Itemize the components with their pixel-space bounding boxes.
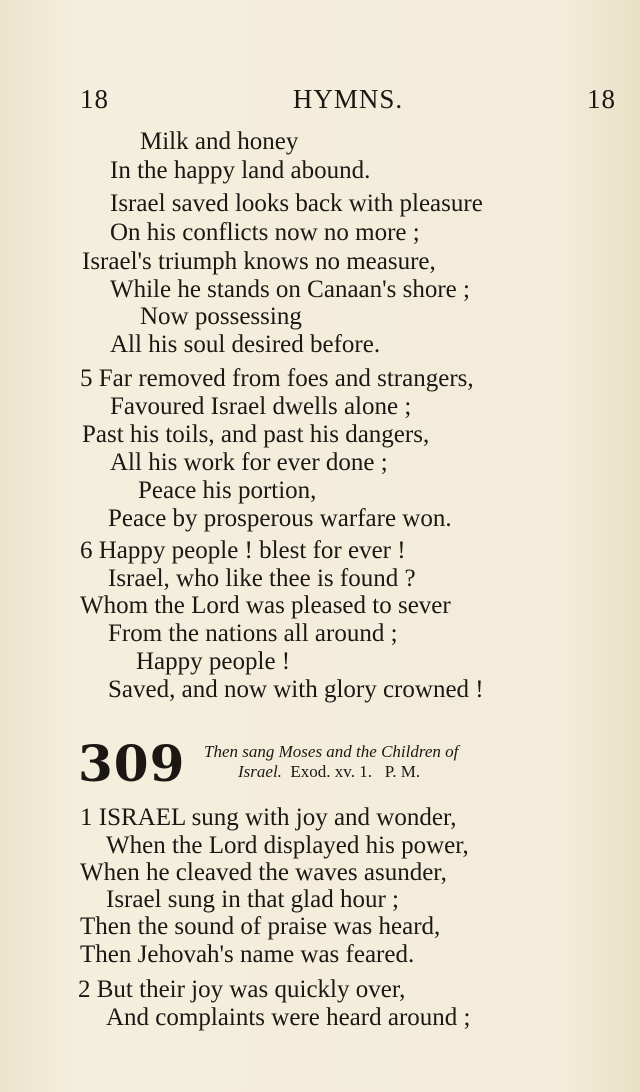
verse-line-numbered: 1 ISRAEL sung with joy and wonder,: [80, 804, 457, 831]
verse-line: Israel's triumph knows no measure,: [82, 248, 436, 275]
verse-line: Peace his portion,: [138, 477, 317, 504]
hymn-reference: Exod. xv. 1. P. M.: [281, 762, 421, 781]
hymn-title: Then sang Moses and the Children of: [204, 742, 459, 761]
verse-line: Whom the Lord was pleased to sever: [80, 592, 451, 619]
page-number-right: 18: [587, 84, 616, 114]
hymn-title-reference: [238, 762, 420, 782]
verse-line: All his soul desired before.: [110, 331, 381, 358]
hymn-number: 309: [78, 734, 186, 793]
verse-line: Then Jehovah's name was feared.: [80, 941, 415, 968]
verse-line: When he cleaved the waves asunder,: [80, 859, 447, 886]
verse-line: Israel sung in that glad hour ;: [106, 886, 399, 913]
verse-line: Saved, and now with glory crowned !: [108, 676, 484, 703]
verse-line-numbered: 2 But their joy was quickly over,: [78, 976, 406, 1003]
running-header: [80, 84, 616, 116]
verse-line: Then the sound of praise was heard,: [80, 913, 441, 940]
verse-line: While he stands on Canaan's shore ;: [110, 276, 470, 303]
verse-line: Favoured Israel dwells alone ;: [110, 393, 412, 420]
verse-line: Happy people !: [136, 648, 291, 675]
verse-line-numbered: 5 Far removed from foes and strangers,: [80, 365, 474, 392]
hymn-title-israel: Israel.: [238, 762, 282, 781]
verse-line: On his conflicts now no more ;: [110, 219, 420, 246]
verse-line: Israel saved looks back with pleasure: [110, 190, 483, 217]
verse-line: Past his toils, and past his dangers,: [82, 421, 430, 448]
verse-line: All his work for ever done ;: [110, 449, 388, 476]
page-number-left: 18: [80, 84, 109, 114]
verse-line: And complaints were heard around ;: [106, 1004, 471, 1031]
verse-line: From the nations all around ;: [108, 620, 398, 647]
verse-line: Milk and honey: [140, 128, 299, 155]
verse-line: When the Lord displayed his power,: [106, 832, 469, 859]
running-title: HYMNS.: [292, 84, 404, 114]
verse-line: In the happy land abound.: [110, 157, 371, 184]
verse-line: Israel, who like thee is found ?: [108, 565, 416, 592]
verse-line-numbered: 6 Happy people ! blest for ever !: [80, 537, 406, 564]
verse-line: Now possessing: [140, 303, 302, 330]
verse-line: Peace by prosperous warfare won.: [108, 505, 452, 532]
